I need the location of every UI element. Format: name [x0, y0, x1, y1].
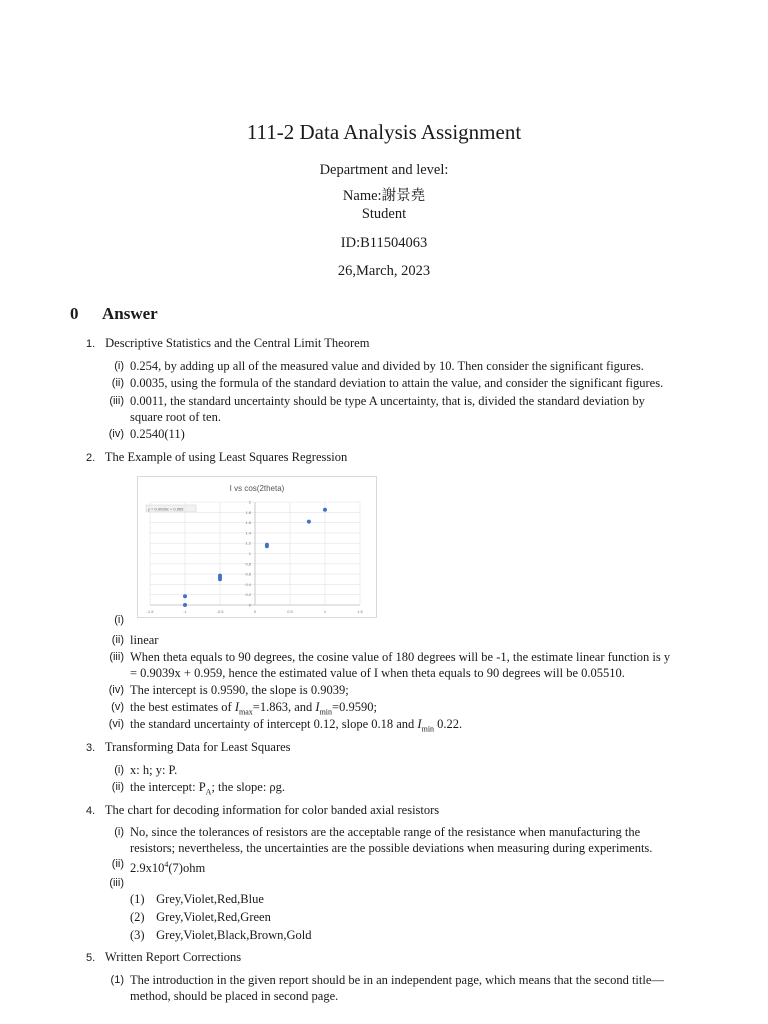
- answer-item: (ii) 0.0035, using the formula of the standard deviation to attain the value, and consider the significant figures.: [111, 376, 664, 390]
- chart-title: I vs cos(2theta): [229, 484, 285, 493]
- y-tick-label: 0.8: [245, 561, 251, 567]
- department-line: Department and level:: [319, 162, 449, 178]
- answer-item: (ii) $2.9x10^4(7)ohm$: [111, 858, 206, 876]
- question-title: The Example of using Least Squares Regression: [104, 450, 348, 464]
- x-tick-label: -1.5: [146, 609, 154, 614]
- student-id: ID:B11504063: [340, 235, 428, 251]
- x-tick-label: 0.5: [287, 609, 293, 614]
- question-title: Descriptive Statistics and the Central Limit Theorem: [105, 336, 370, 350]
- question-3-heading: [86, 740, 291, 755]
- color-band-item: (1) Grey,Violet,Red,Blue: [130, 892, 264, 906]
- question-number: 5.: [86, 952, 96, 964]
- question-1-heading: [86, 336, 369, 351]
- answer-item: (iv) The intercept is 0.9590, the slope is 0.9039;: [108, 683, 349, 697]
- question-5-heading: [86, 950, 241, 965]
- color-band-item: (3) Grey,Violet,Black,Brown,Gold: [130, 928, 312, 942]
- answer-item: (vi) the standard uncertainty of intercept 0.12, slope 0.18 and $I_{min}$ 0.22.: [108, 717, 463, 734]
- answer-item: (i) No, since the tolerances of resistors are the acceptable range of the resistance when manufacturing the resistors; nevertheless, the uncertainties are the possible deviations when measuring during experiments.: [114, 825, 653, 855]
- section-number: 0: [70, 304, 79, 323]
- data-point: [183, 603, 187, 607]
- question-number: 2.: [86, 452, 96, 464]
- question-number: 3.: [86, 742, 96, 754]
- question-2-heading: [86, 450, 347, 465]
- x-tick-label: -1: [183, 609, 187, 614]
- date-line: 26,March, 2023: [337, 263, 431, 279]
- y-tick-label: 1.6: [245, 520, 251, 526]
- color-band-item: (2) Grey,Violet,Red,Green: [130, 910, 271, 924]
- data-point: [307, 520, 311, 524]
- answer-item: (i) x: h; y: P.: [114, 763, 178, 777]
- answer-item: (ii) the intercept: $P_A$; the slope: ρg.: [111, 780, 286, 797]
- y-tick-label: 1.2: [245, 540, 251, 546]
- y-tick-label: 0: [248, 602, 251, 608]
- answer-item: (v) the best estimates of $I_{max}=1.863$, and $I_{min}=0.9590$;: [111, 700, 377, 717]
- y-tick-label: 0.4: [245, 581, 251, 587]
- data-point: [218, 574, 222, 578]
- chart-canvas: [138, 477, 376, 617]
- trendline-label: y = 0.9039x + 0.959: [148, 506, 184, 512]
- x-tick-label: 1.5: [357, 609, 363, 614]
- question-number: 1.: [86, 338, 96, 350]
- answer-item: (1) The introduction in the given report should be in an independent page, which means that the second title—method, should be placed in second page.: [110, 973, 664, 1003]
- question-title: The chart for decoding information for color banded axial resistors: [104, 803, 440, 817]
- section-title: Answer: [102, 304, 158, 323]
- y-tick-label: 1.8: [245, 509, 251, 515]
- y-tick-label: 2: [248, 499, 251, 505]
- answer-item: (iii) When theta equals to 90 degrees, the cosine value of 180 degrees will be -1, the estimate linear function is y = 0.9039x + 0.959, hence the estimated value of I when theta equals to 90 degrees will be 0.05510.: [109, 650, 671, 680]
- question-title: Written Report Corrections: [104, 950, 242, 964]
- name-line: Name:謝景堯: [342, 188, 426, 204]
- x-tick-label: 1: [323, 609, 327, 614]
- y-tick-label: 1.4: [245, 530, 251, 536]
- data-point: [183, 594, 187, 598]
- answer-item: (iv) 0.2540(11): [108, 427, 185, 441]
- answer-item: (iii) 0.0011, the standard uncertainty should be type A uncertainty, that is, divided the standard deviation by square root of ten.: [109, 394, 645, 424]
- x-tick-label: 0: [253, 609, 257, 614]
- answer-item: (i) 0.254, by adding up all of the measured value and divided by 10. Then consider the significant figures.: [114, 359, 644, 373]
- y-tick-label: 0.2: [245, 592, 251, 598]
- role-line: Student: [361, 206, 407, 222]
- document-title: 111-2 Data Analysis Assignment: [246, 120, 522, 144]
- question-number: 4.: [86, 805, 96, 817]
- data-point: [323, 508, 327, 512]
- x-tick-label: -0.5: [216, 609, 224, 614]
- answer-item: (ii) linear: [111, 633, 159, 647]
- question-4-heading: [86, 803, 439, 818]
- scatter-chart: [137, 476, 377, 618]
- data-point: [265, 543, 269, 547]
- y-tick-label: 1: [248, 551, 251, 556]
- y-tick-label: 0.6: [245, 571, 251, 577]
- question-title: Transforming Data for Least Squares: [104, 740, 291, 754]
